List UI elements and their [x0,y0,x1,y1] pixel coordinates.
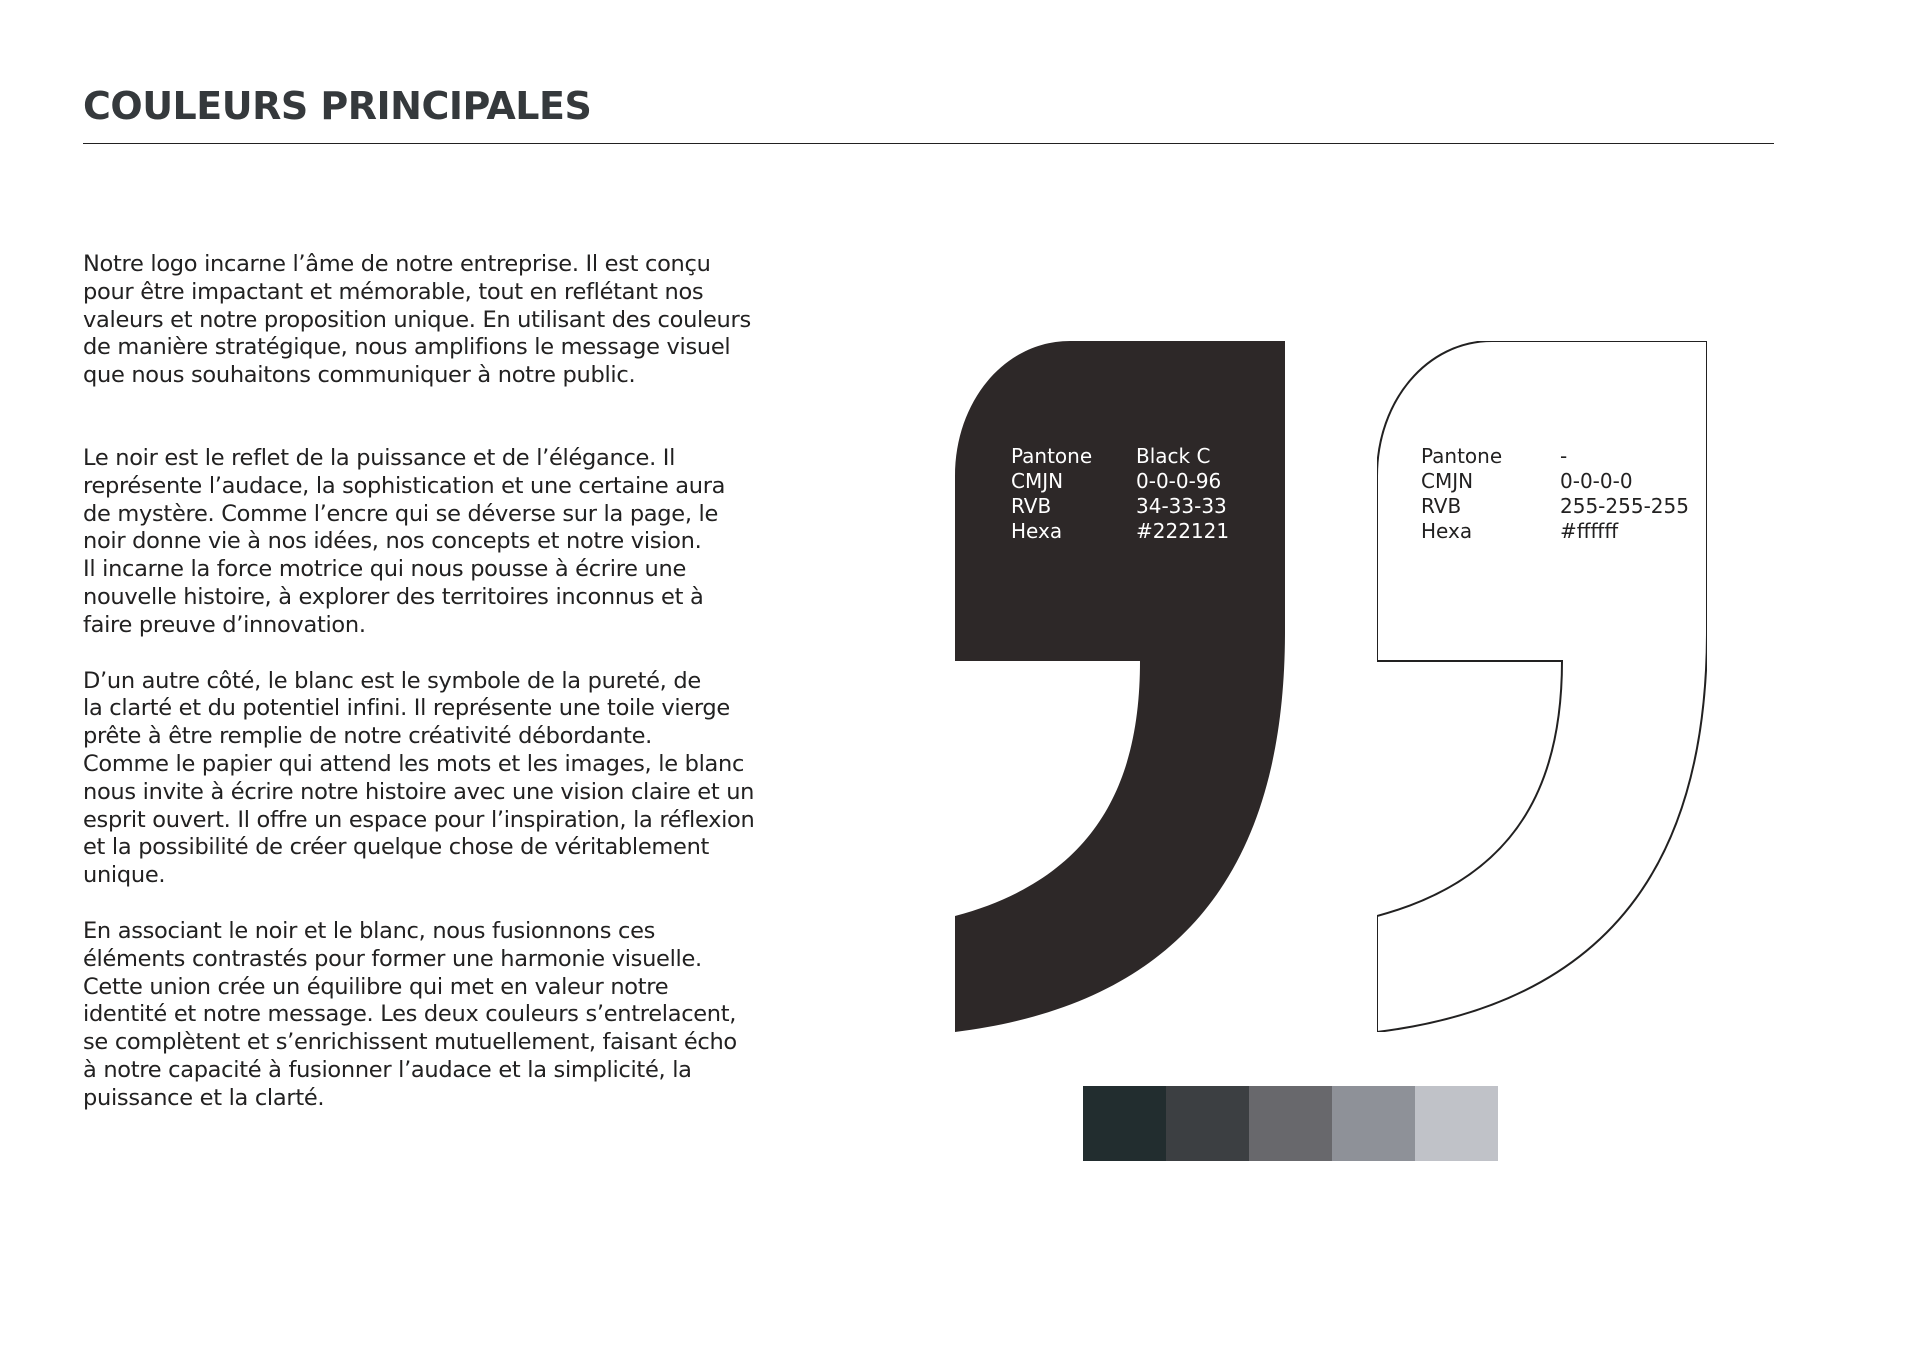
harmony-paragraph: En associant le noir et le blanc, nous fusionnons ces éléments contrastés pour former une harmonie visuelle. Cette union crée un équilibre qui met en valeur notre identité et notre message. Les deux couleurs s’entrelacent, se complètent et s’enrichissent mutuellement, faisant écho à notre capacité à fusionner l’audace et la simplicité, la puissance et la clarté. [83,917,737,1111]
spec-key: RVB [1421,494,1462,518]
spec-value: - [1560,444,1568,468]
spec-key: Hexa [1421,519,1473,543]
body-text [83,251,803,1113]
spec-key: Pantone [1011,444,1093,468]
black-color-specs [1011,444,1229,544]
spec-row [1421,494,1689,519]
title-divider [83,143,1774,144]
spec-key: CMJN [1011,469,1064,493]
spec-value: 0-0-0-96 [1136,469,1222,493]
spec-value: 255-255-255 [1560,494,1689,518]
spec-value: #222121 [1136,519,1230,543]
black-paragraph: Le noir est le reflet de la puissance et de l’élégance. Il représente l’audace, la sophistication et une certaine aura de mystère. Comme l’encre qui se déverse sur la page, le noir donne vie à nos idées, nos concepts et notre vision. Il incarne la force motrice qui nous pousse à écrire une nouvelle histoire, à explorer des territoires inconnus et à faire preuve d’innovation. [83,444,726,638]
palette-swatch [1166,1086,1249,1161]
spec-key: Pantone [1421,444,1503,468]
spec-value: Black C [1136,444,1211,468]
white-color-specs [1421,444,1689,544]
white-paragraph: D’un autre côté, le blanc est le symbole de la pureté, de la clarté et du potentiel infini. Il représente une toile vierge prête à être remplie de notre créativité débordante. Comme le papier qui attend les mots et les images, le blanc nous invite à écrire notre histoire avec une vision claire et un esprit ouvert. Il offre un espace pour l’inspiration, la réflexion et la possibilité de créer quelque chose de véritablement unique. [83,667,755,889]
intro-paragraph: Notre logo incarne l’âme de notre entreprise. Il est conçu pour être impactant et mémorable, tout en reflétant nos valeurs et notre proposition unique. En utilisant des couleurs de manière stratégique, nous amplifions le message visuel que nous souhaitons communiquer à notre public. [83,251,751,389]
spec-row [1011,469,1229,494]
spec-value: #ffffff [1560,519,1619,543]
spec-row [1421,444,1689,469]
spec-row [1421,519,1689,544]
palette-swatch [1249,1086,1332,1161]
spec-key: RVB [1011,494,1052,518]
palette-swatch [1415,1086,1498,1161]
spec-row [1011,444,1229,469]
spec-value: 34-33-33 [1136,494,1227,518]
spec-value: 0-0-0-0 [1560,469,1633,493]
color-palette [1083,1086,1498,1161]
spec-key: Hexa [1011,519,1063,543]
spec-key: CMJN [1421,469,1474,493]
spec-row [1011,519,1229,544]
spec-row [1421,469,1689,494]
page-title: COULEURS PRINCIPALES [83,84,592,128]
palette-swatch [1083,1086,1166,1161]
spec-row [1011,494,1229,519]
palette-swatch [1332,1086,1415,1161]
